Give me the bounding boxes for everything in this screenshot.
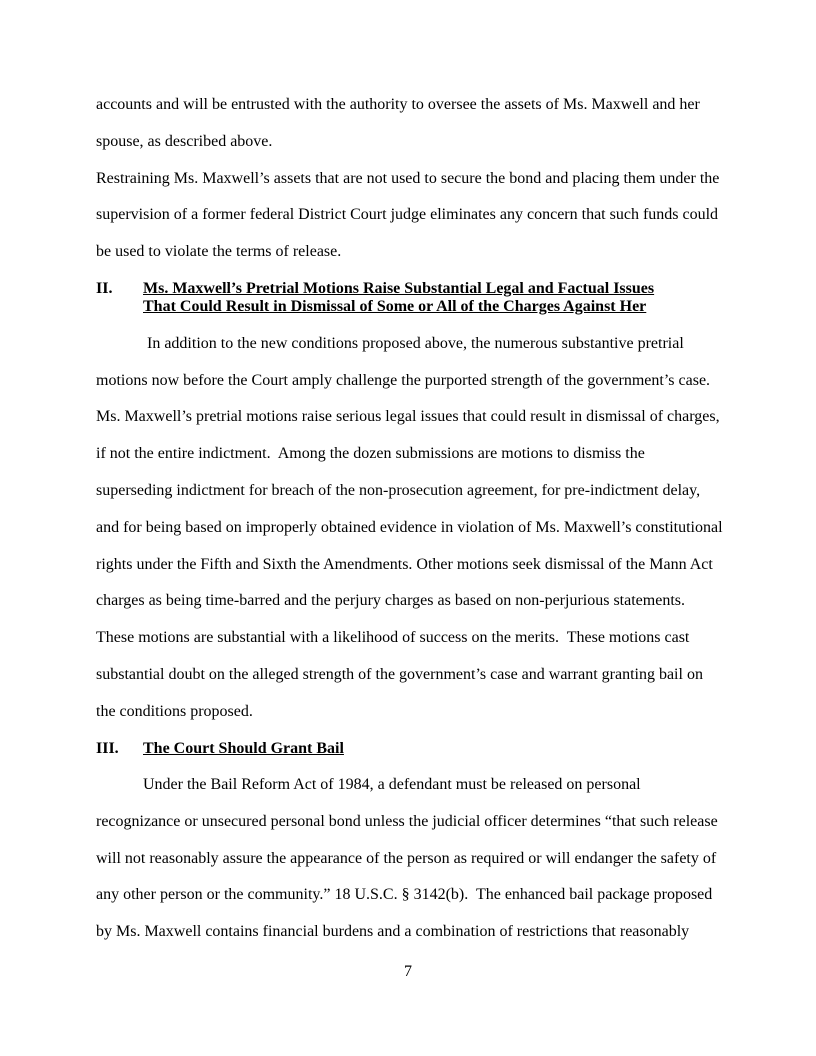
heading-3-line-1: The Court Should Grant Bail [143, 739, 344, 757]
paragraph-accounts-continuation: accounts and will be entrusted with the authority to oversee the assets of Ms. Maxwell and her spouse, as described above. [96, 96, 704, 150]
heading-3-title [143, 740, 344, 758]
document-body [96, 87, 727, 951]
paragraph-restraining-assets: Restraining Ms. Maxwell’s assets that are not used to secure the bond and placing them under the supervision of a former federal District Court judge eliminates any concern that such funds could be used to violate the terms of release. [96, 169, 724, 261]
paragraph-bail-reform-act: Under the Bail Reform Act of 1984, a defendant must be released on personal recognizance or unsecured personal bond unless the judicial officer determines “that such release will not reasonably assure the appearance of the person as required or will endanger the safety of any other person or the community.” 18 U.S.C. § 3142(b). The enhanced bail package proposed by Ms. Maxwell contains financial burdens and a combination of restrictions that reasonably [96, 775, 722, 941]
heading-section-2 [96, 280, 723, 317]
heading-3-number: III. [96, 739, 119, 757]
heading-2-title [143, 280, 654, 317]
heading-2-line-1: Ms. Maxwell’s Pretrial Motions Raise Substantial Legal and Factual Issues [143, 279, 655, 297]
page-number: 7 [404, 963, 412, 980]
heading-2-line-2: That Could Result in Dismissal of Some or All of the Charges Against Her [143, 298, 647, 316]
paragraph-pretrial-motions: In addition to the new conditions proposed above, the numerous substantive pretrial motions now before the Court amply challenge the purported strength of the government’s case. Ms. Maxwell’s pretrial motions raise serious legal issues that could result in dismissal of charges, if not the entire indictment. Among the dozen submissions are motions to dismiss the superseding indictment for breach of the non-prosecution agreement, for pre-indictment delay, and for being based on improperly obtained evidence in violation of Ms. Maxwell’s constitutional rights under the Fifth and Sixth the Amendments. Other motions seek dismissal of the Mann Act charges as being time-barred and the perjury charges as based on non-perjurious statements. These motions are substantial with a likelihood of success on the merits. These motions cast substantial doubt on the alleged strength of the government’s case and warrant granting bail on the conditions proposed. [96, 334, 727, 720]
heading-section-3 [96, 740, 723, 758]
heading-2-number: II. [96, 279, 113, 297]
